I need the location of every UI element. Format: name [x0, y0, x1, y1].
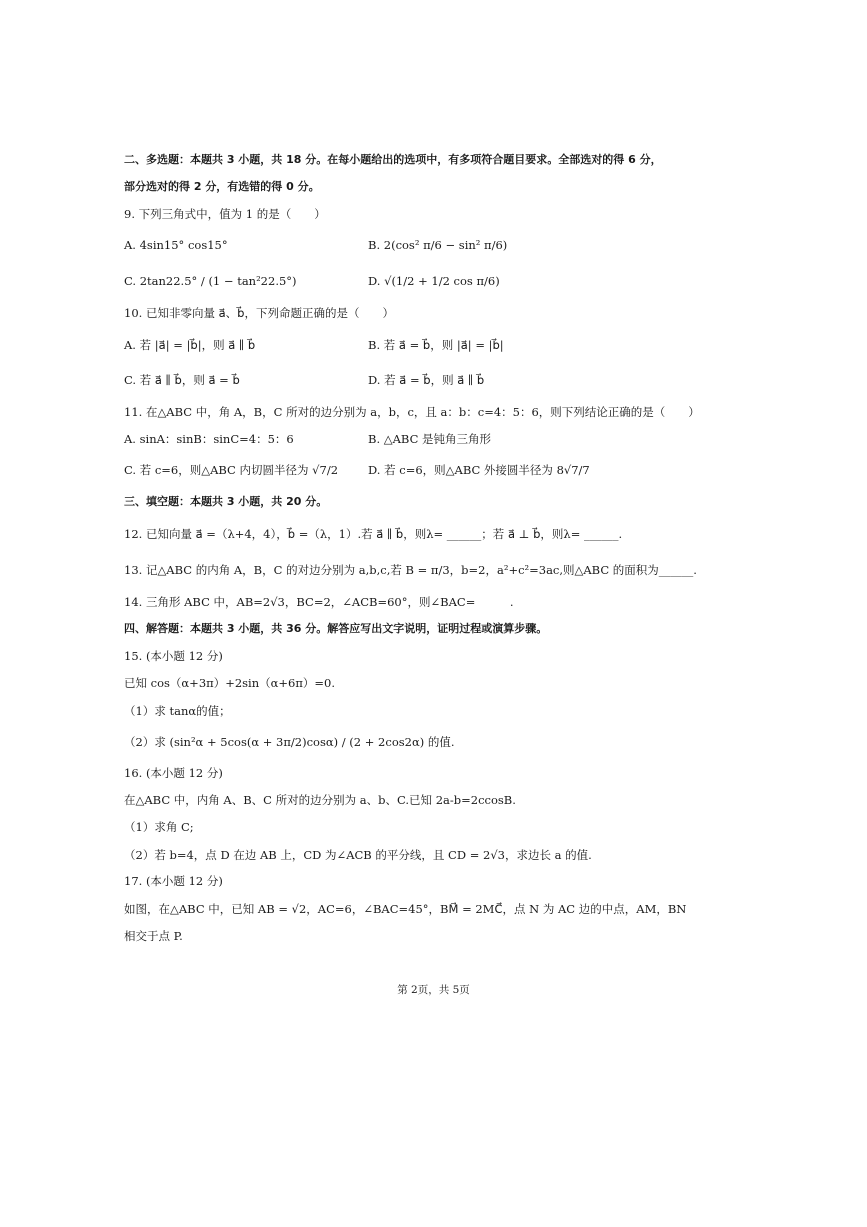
q15-part1: （1）求 tanα的值；: [124, 704, 231, 718]
q10-option-a: A. 若 |a⃗| = |b⃗|，则 a⃗ ∥ b⃗: [124, 338, 256, 352]
q9-option-d: D. √(1/2 + 1/2 cos π/6): [368, 274, 500, 288]
q15-given: 已知 cos（α+3π）+2sin（α+6π）=0.: [124, 676, 336, 690]
q11-option-c: C. 若 c=6，则△ABC 内切圆半径为 √7/2: [124, 463, 339, 477]
q11-option-a: A. sinA：sinB：sinC=4：5：6: [124, 432, 294, 446]
q9-option-c: C. 2tan22.5° / (1 − tan²22.5°): [124, 274, 297, 288]
section-4-title: 四、解答题：本题共 3 小题，共 36 分。解答应写出文字说明，证明过程或演算步骤。: [124, 622, 548, 635]
q9-stem: 9. 下列三角式中，值为 1 的是（ ）: [124, 207, 326, 221]
section-2-title-line1: 二、多选题：本题共 3 小题，共 18 分。在每小题给出的选项中，有多项符合题目要求。全部选对的得 6 分，: [124, 153, 662, 166]
q10-stem: 10. 已知非零向量 a⃗、b⃗，下列命题正确的是（ ）: [124, 306, 394, 320]
q9-option-a: A. 4sin15° cos15°: [124, 238, 228, 252]
page-footer: 第 2页，共 5页: [397, 984, 470, 996]
q11-stem: 11. 在△ABC 中，角 A，B，C 所对的边分别为 a，b，c，且 a：b：c=4：5：6，则下列结论正确的是（ ）: [124, 405, 700, 419]
q11-option-b: B. △ABC 是钝角三角形: [368, 432, 492, 446]
q17-line2: 相交于点 P.: [124, 929, 183, 943]
q16-heading: 16. (本小题 12 分): [124, 766, 223, 780]
q17-heading: 17. (本小题 12 分): [124, 874, 223, 888]
q14-text: 14. 三角形 ABC 中，AB=2√3，BC=2，∠ACB=60°，则∠BAC= .: [124, 595, 514, 609]
section-3-title: 三、填空题：本题共 3 小题，共 20 分。: [124, 495, 328, 508]
q15-heading: 15. (本小题 12 分): [124, 649, 223, 663]
q11-option-d: D. 若 c=6，则△ABC 外接圆半径为 8√7/7: [368, 463, 590, 477]
q17-line1: 如图，在△ABC 中，已知 AB = √2，AC=6，∠BAC=45°，BM⃗ = 2MC⃗，点 N 为 AC 边的中点，AM，BN: [124, 902, 687, 916]
q16-part1: （1）求角 C;: [124, 820, 194, 834]
q10-option-d: D. 若 a⃗ = b⃗，则 a⃗ ∥ b⃗: [368, 373, 485, 387]
q16-given: 在△ABC 中，内角 A、B、C 所对的边分别为 a、b、C.已知 2a-b=2ccosB.: [124, 793, 516, 807]
q16-part2: （2）若 b=4，点 D 在边 AB 上，CD 为∠ACB 的平分线，且 CD = 2√3，求边长 a 的值.: [124, 848, 592, 862]
q9-option-b: B. 2(cos² π/6 − sin² π/6): [368, 238, 508, 252]
q10-option-b: B. 若 a⃗ = b⃗，则 |a⃗| = |b⃗|: [368, 338, 504, 352]
q12-text: 12. 已知向量 a⃗ =（λ+4，4），b⃗ =（λ，1）.若 a⃗ ∥ b⃗，则λ= ______；若 a⃗ ⊥ b⃗，则λ= ______.: [124, 527, 623, 541]
q15-part2: （2）求 (sin²α + 5cos(α + 3π/2)cosα) / (2 + 2cos2α) 的值.: [124, 735, 455, 749]
q10-option-c: C. 若 a⃗ ∥ b⃗，则 a⃗ = b⃗: [124, 373, 240, 387]
q13-text: 13. 记△ABC 的内角 A，B，C 的对边分别为 a,b,c,若 B = π/3，b=2，a²+c²=3ac,则△ABC 的面积为______.: [124, 563, 697, 577]
section-2-title-line2: 部分选对的得 2 分，有选错的得 0 分。: [124, 180, 320, 193]
